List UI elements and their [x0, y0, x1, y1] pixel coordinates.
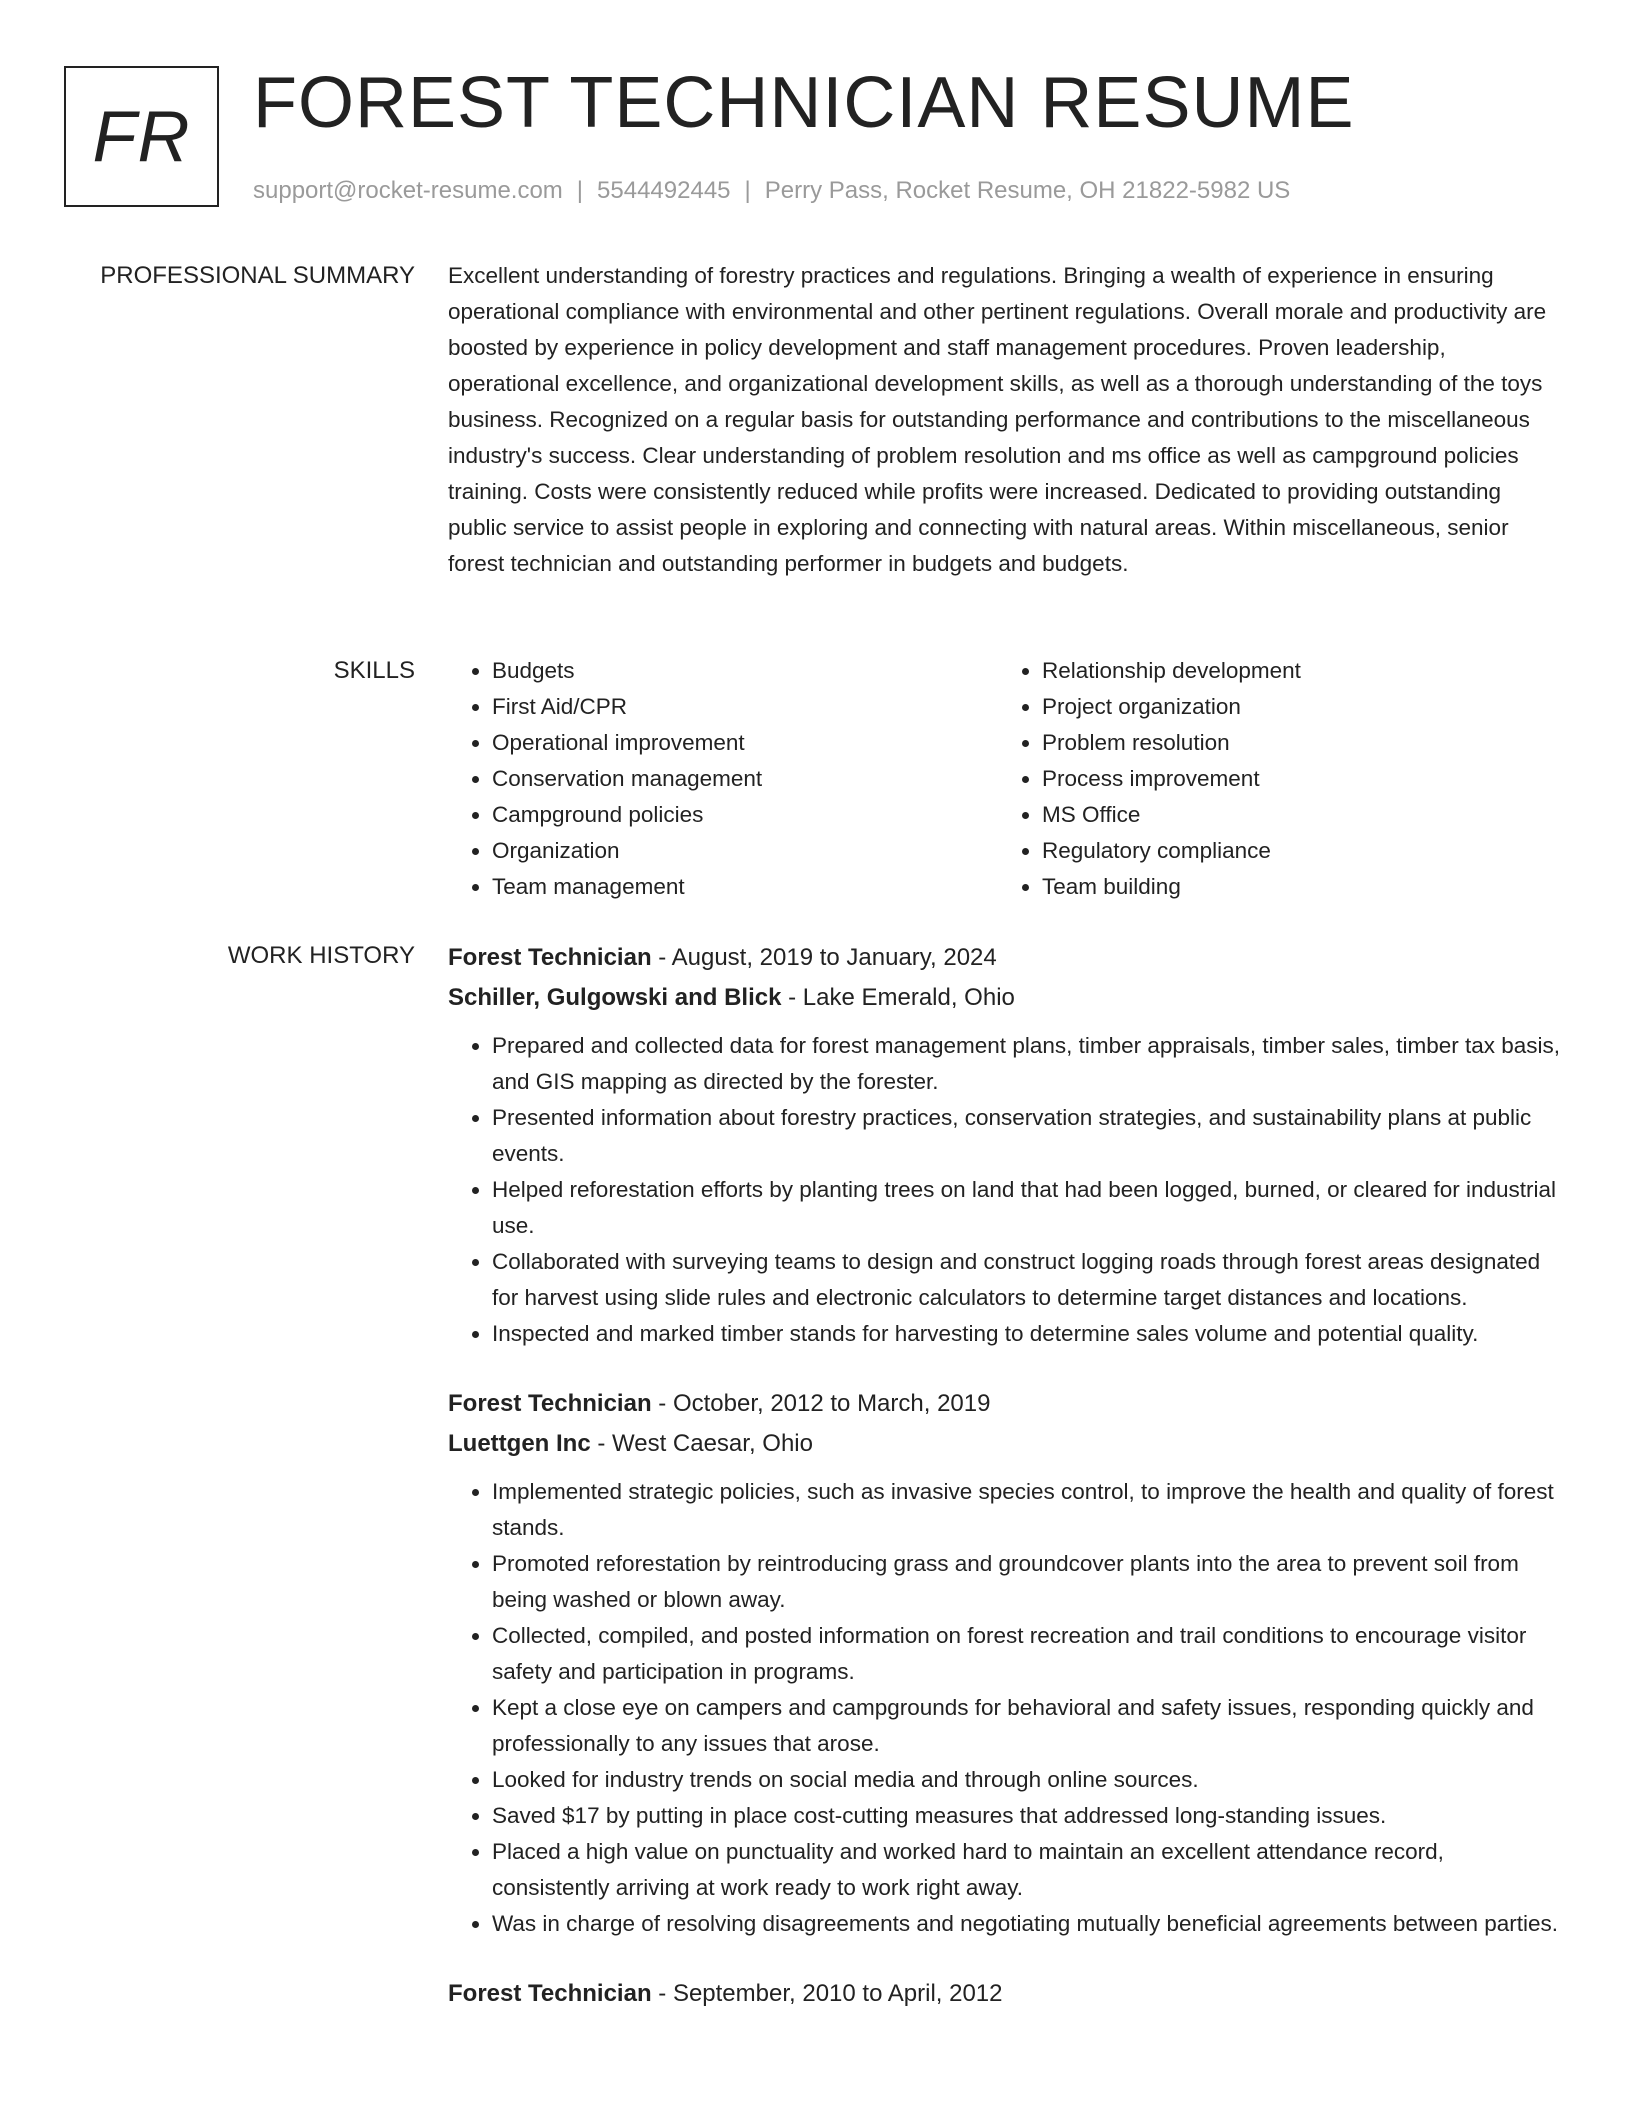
job-entry [448, 1974, 1563, 2014]
contact-address: Perry Pass, Rocket Resume, OH 21822-5982 US [764, 177, 1291, 204]
job-location: - West Caesar, Ohio [590, 1430, 813, 1457]
skills-column-left [448, 653, 998, 905]
job-bullet: • Saved $17 by putting in place cost-cutting measures that addressed long-standing issues. [492, 1798, 1563, 1834]
job-bullet: • Collected, compiled, and posted information on forest recreation and trail conditions to encourage visitor safety and participation in programs. [492, 1618, 1563, 1690]
job-bullet: • Kept a close eye on campers and campgrounds for behavioral and safety issues, responding quickly and professionally to any issues that arose. [492, 1690, 1563, 1762]
skill-item: • MS Office [1042, 797, 1548, 833]
skill-item: • Organization [492, 833, 998, 869]
job-company: Schiller, Gulgowski and Blick [448, 984, 782, 1011]
job-bullet: • Looked for industry trends on social media and through online sources. [492, 1762, 1563, 1798]
job-location: - Lake Emerald, Ohio [781, 984, 1015, 1011]
job-title: Forest Technician [448, 944, 652, 971]
job-title-line [448, 1384, 1563, 1424]
skill-item: • Process improvement [1042, 761, 1548, 797]
resume-title: FOREST TECHNICIAN RESUME [253, 63, 1355, 143]
job-company-line [448, 978, 1563, 1018]
job-title: Forest Technician [448, 1980, 652, 2007]
summary-body [448, 258, 1563, 582]
job-bullet: • Promoted reforestation by reintroducing grass and groundcover plants into the area to prevent soil from being washed or blown away. [492, 1546, 1563, 1618]
job-bullet: • Presented information about forestry practices, conservation strategies, and sustainability plans at public events. [492, 1100, 1563, 1172]
skill-item: • Operational improvement [492, 725, 998, 761]
skills-column-right [998, 653, 1548, 905]
job-company-line [448, 1424, 1563, 1464]
job-bullets [448, 1028, 1563, 1352]
contact-separator: | [576, 177, 584, 204]
job-entry [448, 938, 1563, 1352]
job-bullet: • Helped reforestation efforts by planting trees on land that had been logged, burned, or cleared for industrial use. [492, 1172, 1563, 1244]
job-bullet: • Placed a high value on punctuality and worked hard to maintain an excellent attendance record, consistently arriving at work ready to work right away. [492, 1834, 1563, 1906]
summary-label: PROFESSIONAL SUMMARY [100, 262, 415, 289]
contact-separator: | [744, 177, 751, 204]
job-dates: - September, 2010 to April, 2012 [651, 1980, 1003, 2007]
contact-line [253, 174, 1290, 208]
skill-item: • First Aid/CPR [492, 689, 998, 725]
skill-item: • Campground policies [492, 797, 998, 833]
contact-email[interactable]: support@rocket-resume.com [253, 177, 563, 204]
skill-item: • Conservation management [492, 761, 998, 797]
contact-phone[interactable]: 5544492445 [597, 177, 731, 204]
job-bullets [448, 1474, 1563, 1942]
skill-item: • Regulatory compliance [1042, 833, 1548, 869]
job-company: Luettgen Inc [448, 1430, 591, 1457]
work-history-body [448, 938, 1563, 2046]
job-dates: - October, 2012 to March, 2019 [651, 1390, 991, 1417]
skill-item: • Relationship development [1042, 653, 1548, 689]
job-bullet: • Prepared and collected data for forest management plans, timber appraisals, timber sales, timber tax basis, and GIS mapping as directed by the forester. [492, 1028, 1563, 1100]
skill-item: • Team management [492, 869, 998, 905]
skills-body [448, 653, 1563, 905]
job-dates: - August, 2019 to January, 2024 [651, 944, 997, 971]
work-history-label: WORK HISTORY [227, 942, 415, 969]
skill-item: • Project organization [1042, 689, 1548, 725]
job-bullet: • Collaborated with surveying teams to design and construct logging roads through forest areas designated for harvest using slide rules and electronic calculators to determine target distances and locations. [492, 1244, 1563, 1316]
job-entry [448, 1384, 1563, 1942]
skill-item: • Budgets [492, 653, 998, 689]
job-bullet: • Was in charge of resolving disagreements and negotiating mutually beneficial agreements between parties. [492, 1906, 1563, 1942]
job-bullet: • Implemented strategic policies, such as invasive species control, to improve the health and quality of forest stands. [492, 1474, 1563, 1546]
job-title-line [448, 938, 1563, 978]
job-bullet: • Inspected and marked timber stands for harvesting to determine sales volume and potential quality. [492, 1316, 1563, 1352]
job-title: Forest Technician [448, 1390, 652, 1417]
skill-item: • Problem resolution [1042, 725, 1548, 761]
skill-item: • Team building [1042, 869, 1548, 905]
monogram-logo: FR [64, 66, 219, 207]
job-title-line [448, 1974, 1563, 2014]
summary-text: Excellent understanding of forestry practices and regulations. Bringing a wealth of experience in ensuring operational compliance with environmental and other pertinent regulations. Overall morale and productivity are boosted by experience in policy development and staff management procedures. Proven leadership, operational excellence, and organizational development skills, as well as a thorough understanding of the toys business. Recognized on a regular basis for outstanding performance and contributions to the miscellaneous industry's success. Clear understanding of problem resolution and ms office as well as campground policies training. Costs were consistently reduced while profits were increased. Dedicated to providing outstanding public service to assist people in exploring and connecting with natural areas. Within miscellaneous, senior forest technician and outstanding performer in budgets and budgets. [448, 263, 1547, 576]
skills-label: SKILLS [333, 657, 415, 684]
